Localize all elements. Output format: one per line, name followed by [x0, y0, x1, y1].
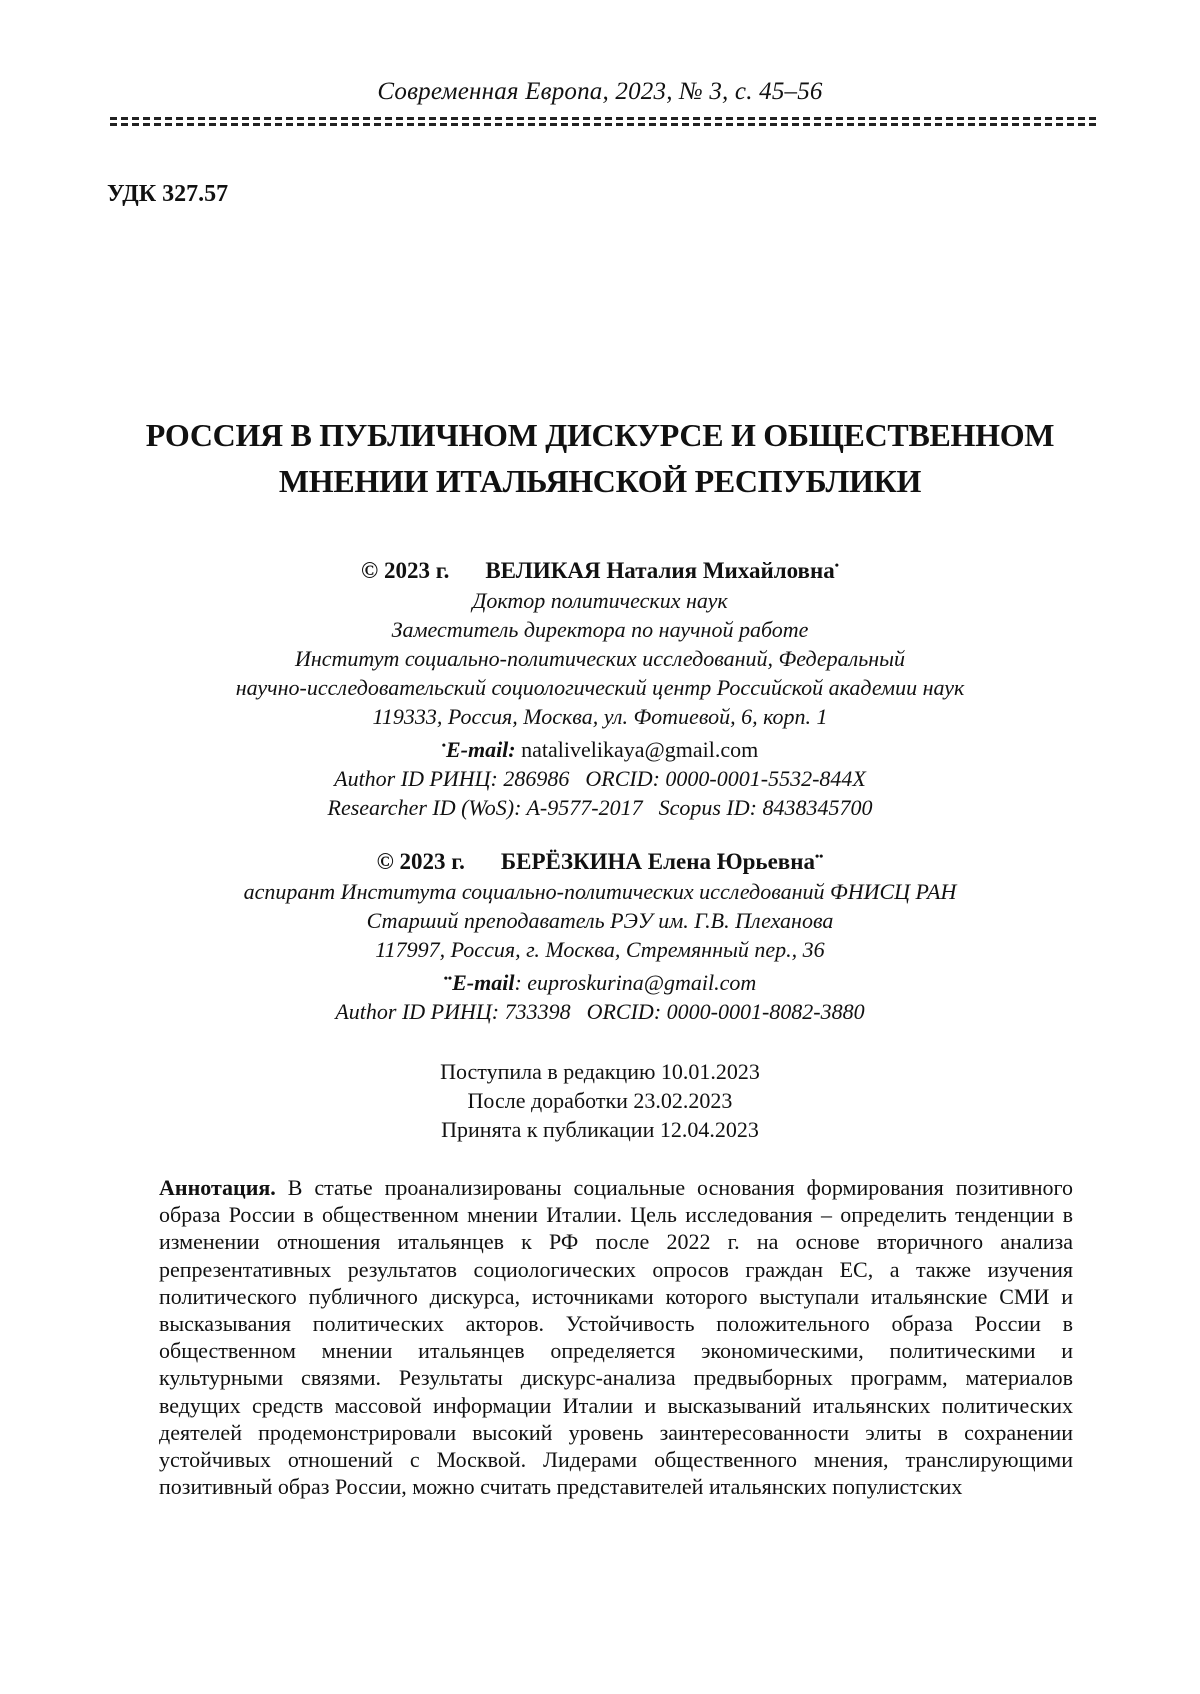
header-divider	[110, 114, 1098, 128]
running-head: Современная Европа, 2023, № 3, с. 45–56	[377, 78, 823, 105]
author-2-orcid: ORCID: 0000-0001-8082-3880	[586, 999, 865, 1024]
author-2-marker: ••	[814, 849, 824, 863]
author-1-name: ВЕЛИКАЯ Наталия Михайловна	[485, 558, 835, 583]
author-2-position-1: аспирант Института социально-политических исследований ФНИСЦ РАН	[243, 879, 957, 904]
author-2-heading	[0, 841, 1200, 877]
author-2-name: БЕРЁЗКИНА Елена Юрьевна	[500, 849, 815, 874]
author-1-ids-1	[0, 764, 1200, 793]
author-1-heading	[0, 550, 1200, 586]
author-2-email-line	[0, 964, 1200, 997]
author-1-affiliation-2: научно-исследовательский социологический центр Российской академии наук	[235, 675, 965, 700]
publication-dates	[0, 1057, 1200, 1144]
author-1-scopus-id: Scopus ID: 8438345700	[658, 795, 873, 820]
abstract	[159, 1174, 1073, 1500]
author-block-2	[0, 841, 1200, 1026]
author-1-email-line	[0, 731, 1200, 764]
title-line-2: МНЕНИИ ИТАЛЬЯНСКОЙ РЕСПУБЛИКИ	[278, 463, 922, 499]
author-2-email-label: E-mail	[452, 970, 515, 995]
author-1-email-label: E-mail:	[445, 737, 516, 762]
author-1-ids-2	[0, 793, 1200, 822]
author-1-position: Заместитель директора по научной работе	[391, 617, 809, 642]
author-1-orcid: ORCID: 0000-0001-5532-844X	[585, 766, 866, 791]
author-1-email-marker: •	[441, 738, 446, 752]
date-received: Поступила в редакцию 10.01.2023	[440, 1059, 760, 1084]
title-line-1: РОССИЯ В ПУБЛИЧНОМ ДИСКУРСЕ И ОБЩЕСТВЕННОМ	[145, 417, 1055, 453]
author-2-copyright: © 2023 г.	[376, 849, 465, 874]
author-2-email-marker: ••	[443, 971, 453, 985]
author-2-rinc-id: Author ID РИНЦ: 733398	[335, 999, 571, 1024]
date-accepted: Принята к публикации 12.04.2023	[441, 1117, 759, 1142]
article-title	[0, 412, 1200, 504]
abstract-label: Аннотация.	[159, 1175, 276, 1200]
abstract-text: В статье проанализированы социальные основания формирования позитивного образа России в общественном мнении Италии. Цель исследования – определить тенденции в изменении отношения итальянцев к РФ после 2022 г. на основе вторичного анализа репрезентативных результатов социологических опросов граждан ЕС, а также изучения политического публичного дискурса, источниками которого выступали итальянские СМИ и высказывания политических акторов. Устойчивость положительного образа России в общественном мнении итальянцев определяется экономическими, политическими и культурными связями. Результаты дискурс-анализа предвыборных программ, материалов ведущих средств массовой информации Италии и высказываний итальянских политических деятелей продемонстрировали высокий уровень заинтересованности элиты в сохранении устойчивых отношений с Москвой. Лидерами общественного мнения, транслирующими позитивный образ России, можно считать представителей итальянских популистских	[159, 1175, 1073, 1500]
author-2-ids-1	[0, 997, 1200, 1026]
author-1-email[interactable]: natalivelikaya@gmail.com	[521, 737, 759, 762]
author-1-wos-id: Researcher ID (WoS): A-9577-2017	[327, 795, 643, 820]
author-1-marker: •	[834, 558, 839, 572]
udk-code: УДК 327.57	[107, 181, 229, 207]
author-2-email[interactable]: : euproskurina@gmail.com	[514, 970, 757, 995]
author-1-affiliation-1: Институт социально-политических исследований, Федеральный	[294, 646, 906, 671]
author-2-position-2: Старший преподаватель РЭУ им. Г.В. Плеханова	[366, 908, 834, 933]
author-1-degree: Доктор политических наук	[472, 588, 728, 613]
author-1-copyright: © 2023 г.	[361, 558, 450, 583]
author-2-address: 117997, Россия, г. Москва, Стремянный пер., 36	[375, 937, 825, 962]
date-revised: После доработки 23.02.2023	[467, 1088, 733, 1113]
author-1-rinc-id: Author ID РИНЦ: 286986	[334, 766, 570, 791]
author-block-1	[0, 550, 1200, 822]
author-1-address: 119333, Россия, Москва, ул. Фотиевой, 6, корп. 1	[372, 704, 828, 729]
